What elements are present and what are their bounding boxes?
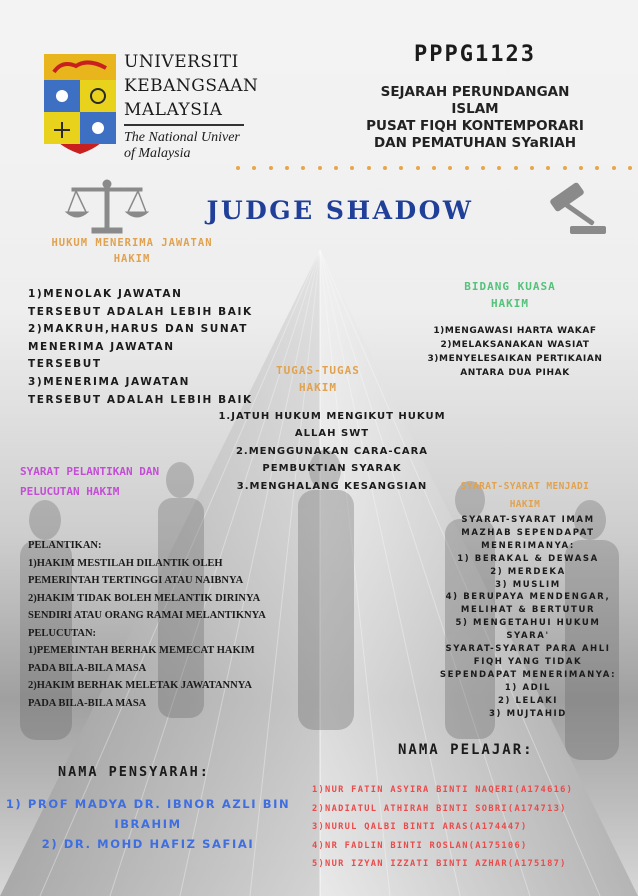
hukum-line: MENERIMA JAWATAN xyxy=(28,340,175,353)
hukum-heading-line: HUKUM MENERIMA JAWATAN xyxy=(51,237,213,249)
main-title: JUDGE SHADOW xyxy=(206,196,474,225)
tugas-line: PEMBUKTIAN SYARAK xyxy=(262,463,402,475)
course-title-line: DAN PEMATUHAN SYaRIAH xyxy=(373,135,577,151)
syarat-pelantikan-heading-line: PELUCUTAN HAKIM xyxy=(20,485,120,498)
tagline-line: The National Univer xyxy=(124,130,240,145)
tugas-line: ALLAH SWT xyxy=(294,428,370,440)
gavel-icon xyxy=(540,182,610,238)
menjadi-line: MAZHAB SEPENDAPAT xyxy=(461,527,595,538)
hukum-line: TERSEBUT ADALAH LEBIH BAIK xyxy=(28,305,253,318)
menjadi-line: MELIHAT & BERTUTUR xyxy=(460,605,596,616)
pensyarah-name-line: 2) DR. MOHD HAFIZ SAFIAI xyxy=(41,837,255,851)
menjadi-line: 1) ADIL xyxy=(504,682,552,693)
pelajar-name: 1)NUR FATIN ASYIRA BINTI NAQERI(A174616) xyxy=(312,785,574,795)
hukum-heading-line: HAKIM xyxy=(113,253,151,265)
pelantikan-line: PELANTIKAN: xyxy=(28,540,102,551)
menjadi-line: SYARA' xyxy=(506,631,550,642)
course-title-line: SEJARAH PERUNDANGAN xyxy=(380,84,570,100)
bidang-heading xyxy=(420,278,600,312)
bidang-heading-line: BIDANG KUASA xyxy=(464,280,556,293)
pelantikan-line: PADA BILA-BILA MASA xyxy=(28,697,147,709)
tugas-heading-line: HAKIM xyxy=(298,381,338,394)
bidang-line: 1)MENGAWASI HARTA WAKAF xyxy=(433,326,597,336)
tugas-body xyxy=(200,408,464,495)
scales-of-justice-icon xyxy=(62,176,152,236)
syarat-menjadi-heading xyxy=(430,478,620,514)
bidang-heading-line: HAKIM xyxy=(490,297,530,310)
syarat-pelantikan-body xyxy=(28,537,266,712)
menjadi-line: SYARAT-SYARAT PARA AHLI xyxy=(445,644,611,655)
syarat-menjadi-heading-line: HAKIM xyxy=(509,499,541,510)
tugas-heading-line: TUGAS-TUGAS xyxy=(276,364,360,377)
menjadi-line: SYARAT-SYARAT IMAM xyxy=(461,515,595,525)
bidang-line: ANTARA DUA PIHAK xyxy=(460,368,570,378)
hukum-heading xyxy=(22,235,242,267)
ukm-crest-logo xyxy=(40,50,120,158)
tugas-line: 1.JATUH HUKUM MENGIKUT HUKUM xyxy=(218,411,446,422)
pelantikan-line: 1)HAKIM MESTILAH DILANTIK OLEH xyxy=(28,557,223,569)
course-title xyxy=(325,84,625,152)
pelajar-name: 3)NURUL QALBI BINTI ARAS(A174447) xyxy=(312,822,528,833)
menjadi-line: FIQH YANG TIDAK xyxy=(473,656,583,667)
pelajar-list xyxy=(312,781,573,874)
syarat-pelantikan-heading xyxy=(20,462,159,502)
pensyarah-name-line: 1) PROF MADYA DR. IBNOR AZLI BIN xyxy=(5,797,291,811)
hukum-line: 3)MENERIMA JAWATAN xyxy=(28,375,190,388)
pelajar-name: 5)NUR IZYAN IZZATI BINTI AZHAR(A175187) xyxy=(312,859,567,870)
hukum-line: TERSEBUT xyxy=(28,358,102,371)
menjadi-line: 2) LELAKI xyxy=(497,695,559,706)
course-code: PPPG1123 xyxy=(414,42,536,67)
pelantikan-line: 2)HAKIM BERHAK MELETAK JAWATANNYA xyxy=(28,680,252,691)
pelantikan-line: 2)HAKIM TIDAK BOLEH MELANTIK DIRINYA xyxy=(28,592,261,604)
hukum-line: TERSEBUT ADALAH LEBIH BAIK xyxy=(28,393,253,406)
pelantikan-line: PEMERINTAH TERTINGGI ATAU NAIBNYA xyxy=(28,575,244,586)
university-name xyxy=(124,50,258,122)
hukum-body xyxy=(28,286,253,409)
dotted-separator xyxy=(236,166,632,170)
course-title-line: PUSAT FIQH KONTEMPORARI xyxy=(366,118,584,134)
pelantikan-line: PELUCUTAN: xyxy=(28,627,97,639)
pelantikan-line: 1)PEMERINTAH BERHAK MEMECAT HAKIM xyxy=(28,645,255,656)
pensyarah-heading: NAMA PENSYARAH: xyxy=(58,764,210,780)
pensyarah-list xyxy=(0,794,296,854)
pelajar-name: 4)NR FADLIN BINTI ROSLAN(A175106) xyxy=(312,840,528,851)
university-name-line: UNIVERSITI xyxy=(124,52,239,72)
university-tagline xyxy=(124,130,240,162)
pelantikan-line: PADA BILA-BILA MASA xyxy=(28,662,147,674)
menjadi-line: 4) BERUPAYA MENDENGAR, xyxy=(445,592,611,603)
menjadi-line: 5) MENGETAHUI HUKUM xyxy=(455,618,601,629)
menjadi-line: 2) MERDEKA xyxy=(490,566,566,577)
course-title-line: ISLAM xyxy=(451,101,499,117)
syarat-pelantikan-heading-line: SYARAT PELANTIKAN DAN xyxy=(20,465,160,478)
hukum-line: 2)MAKRUH,HARUS DAN SUNAT xyxy=(28,323,248,336)
pelajar-name: 2)NADIATUL ATHIRAH BINTI SOBRI(A174713) xyxy=(312,803,567,814)
bidang-line: 2)MELAKSANAKAN WASIAT xyxy=(440,340,590,350)
bidang-body xyxy=(400,324,630,380)
pelajar-heading: NAMA PELAJAR: xyxy=(398,742,534,758)
logo-divider xyxy=(124,124,244,126)
menjadi-line: 3) MUSLIM xyxy=(495,579,561,590)
menjadi-line: 3) MUJTAHID xyxy=(489,708,567,719)
hukum-line: 1)MENOLAK JAWATAN xyxy=(28,288,183,300)
menjadi-line: 1) BERAKAL & DEWASA xyxy=(457,553,599,564)
menjadi-line: MENERIMANYA: xyxy=(481,540,575,551)
tugas-line: 2.MENGGUNAKAN CARA-CARA xyxy=(235,445,429,457)
bidang-line: 3)MENYELESAIKAN PERTIKAIAN xyxy=(427,354,603,364)
tagline-line: of Malaysia xyxy=(124,146,191,161)
university-name-line: KEBANGSAAN xyxy=(124,76,259,96)
tugas-line: 3.MENGHALANG KESANGSIAN xyxy=(236,480,428,492)
pensyarah-name-line: IBRAHIM xyxy=(114,817,182,831)
pelantikan-line: SENDIRI ATAU ORANG RAMAI MELANTIKNYA xyxy=(28,610,266,621)
syarat-menjadi-body xyxy=(428,514,628,721)
tugas-heading xyxy=(248,362,388,396)
university-name-line: MALAYSIA xyxy=(124,100,223,120)
syarat-menjadi-heading-line: SYARAT-SYARAT MENJADI xyxy=(460,481,590,492)
menjadi-line: SEPENDAPAT MENERIMANYA: xyxy=(439,669,617,680)
